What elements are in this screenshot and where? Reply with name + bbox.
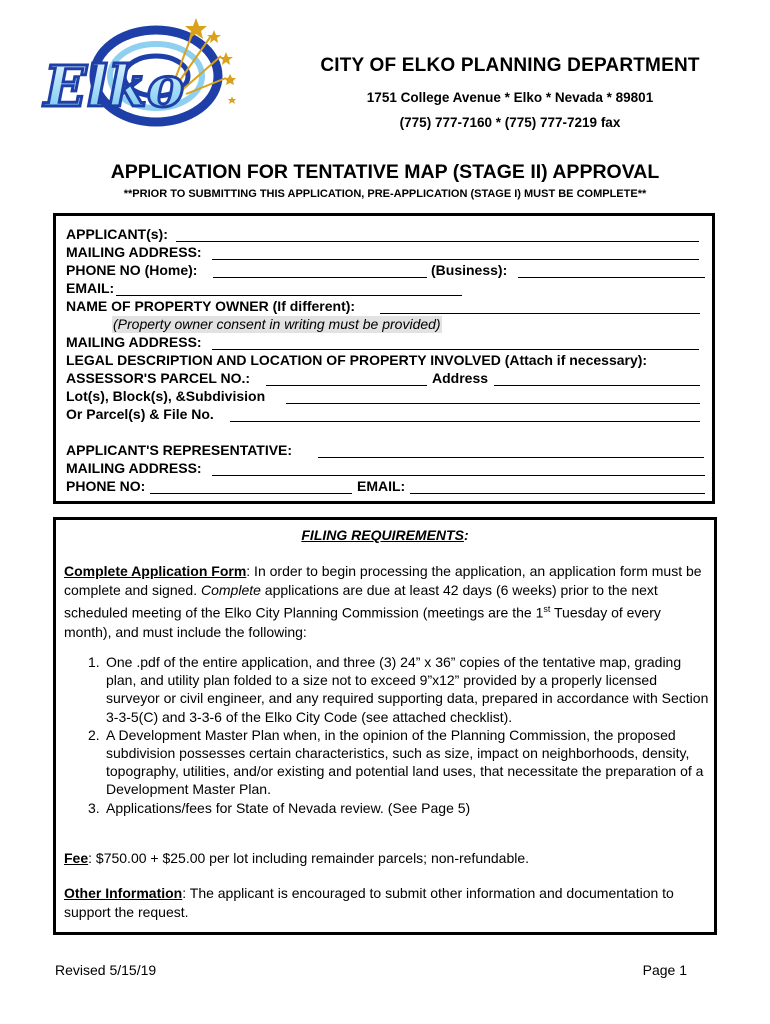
property-owner-label: NAME OF PROPERTY OWNER (If different):: [66, 298, 356, 314]
mailing-address-field[interactable]: [212, 259, 699, 260]
page-number: Page 1: [642, 962, 687, 978]
department-title: CITY OF ELKO PLANNING DEPARTMENT: [320, 55, 700, 76]
owner-mailing-address-field[interactable]: [212, 349, 699, 350]
email-field[interactable]: [116, 295, 462, 296]
fee-paragraph: Fee: $750.00 + $25.00 per lot including remainder parcels; non-refundable.: [64, 850, 530, 866]
mailing-address-label: MAILING ADDRESS:: [66, 244, 202, 260]
owner-mailing-address-label: MAILING ADDRESS:: [66, 334, 202, 350]
applicants-field[interactable]: [176, 241, 699, 242]
or-parcels-label: Or Parcel(s) & File No.: [66, 406, 214, 422]
filing-requirements-list: [64, 653, 709, 817]
rep-mailing-address-label: MAILING ADDRESS:: [66, 460, 202, 476]
rep-email-field[interactable]: [410, 493, 705, 494]
owner-consent-note: (Property owner consent in writing must be provided): [113, 316, 441, 332]
address-label: Address: [432, 370, 489, 386]
application-form-paragraph: Complete Application Form: In order to begin processing the application, an application form must be complete and signed. Complete applications are due at least 42 days (6 weeks) prior to the next scheduled meeting of the Elko City Planning Commission (meetings are the 1st Tuesday of every month), and must include the following:: [64, 563, 702, 640]
revised-date: Revised 5/15/19: [55, 962, 157, 978]
application-subtitle: **PRIOR TO SUBMITTING THIS APPLICATION, PRE-APPLICATION (STAGE I) MUST BE COMPLETE**: [123, 188, 647, 200]
other-information-paragraph: Other Information: The applicant is encouraged to submit other information and documentation to support the request.: [64, 885, 674, 920]
or-parcels-field[interactable]: [230, 421, 700, 422]
email-label: EMAIL:: [66, 280, 115, 296]
list-item: 1. One .pdf of the entire application, and three (3) 24” x 36” copies of the tentative map, grading plan, and utility plan folded to a size not to exceed 9”x12” provided by a properly licensed surveyor or civil engineer, and any required supporting data, prepared in accordance with Section 3-3-5(C) and 3-3-6 of the Elko City Code (see attached checklist).: [88, 654, 709, 725]
representative-field[interactable]: [318, 457, 704, 458]
logo-text: Elko: [44, 54, 185, 120]
rep-phone-label: PHONE NO:: [66, 478, 146, 494]
phone-home-field[interactable]: [213, 277, 427, 278]
elko-logo: [36, 16, 246, 134]
rep-mailing-address-field[interactable]: [212, 475, 705, 476]
list-item: 3. Applications/fees for State of Nevada review. (See Page 5): [88, 799, 471, 816]
applicants-label: APPLICANT(s):: [66, 226, 168, 242]
department-address: 1751 College Avenue * Elko * Nevada * 89801: [366, 90, 654, 105]
lots-label: Lot(s), Block(s), &Subdivision: [66, 388, 266, 404]
parcel-no-label: ASSESSOR'S PARCEL NO.:: [66, 370, 251, 386]
legal-description-label: LEGAL DESCRIPTION AND LOCATION OF PROPERTY INVOLVED (Attach if necessary):: [66, 352, 648, 368]
rep-phone-field[interactable]: [150, 493, 352, 494]
address-field[interactable]: [494, 385, 700, 386]
phone-business-label: (Business):: [431, 262, 508, 278]
property-owner-field[interactable]: [380, 313, 700, 314]
application-title: APPLICATION FOR TENTATIVE MAP (STAGE II) APPROVAL: [110, 161, 660, 183]
list-item: 2. A Development Master Plan when, in the opinion of the Planning Commission, the proposed subdivision possesses certain characteristics, such as size, impact on neighborhoods, density, topography, utilities, and/or existing and potential land uses, that necessitate the preparation of a Development Master Plan.: [88, 726, 704, 798]
lots-field[interactable]: [286, 403, 700, 404]
parcel-no-field[interactable]: [266, 385, 427, 386]
department-phone: (775) 777-7160 * (775) 777-7219 fax: [399, 115, 621, 130]
filing-requirements-heading: FILING REQUIREMENTS:: [301, 527, 469, 543]
phone-business-field[interactable]: [518, 277, 705, 278]
phone-home-label: PHONE NO (Home):: [66, 262, 198, 278]
representative-label: APPLICANT'S REPRESENTATIVE:: [66, 442, 293, 458]
rep-email-label: EMAIL:: [357, 478, 406, 494]
